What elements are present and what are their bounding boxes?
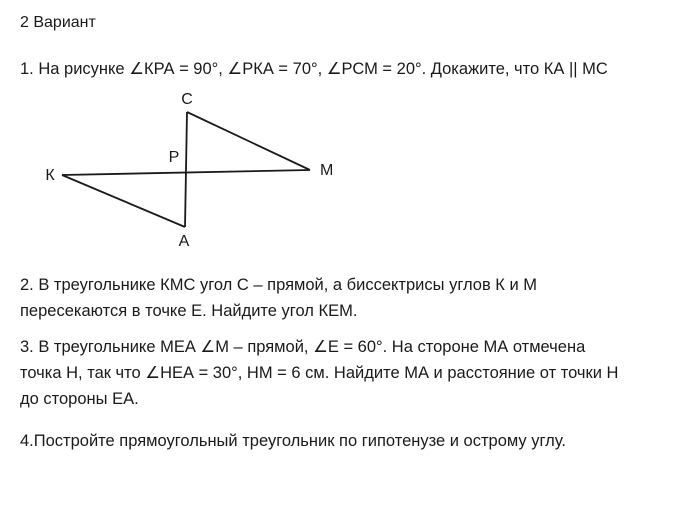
problem-2	[20, 272, 664, 324]
point-label-C: С	[181, 91, 193, 108]
problem-3-line-2: точка Н, так что ∠НЕА = 30°, НМ = 6 см. Найдите МА и расстояние от точки Н	[20, 364, 619, 382]
point-label-M: М	[320, 162, 334, 179]
problem-3	[20, 334, 664, 412]
problem-3-line-1: 3. В треугольнике МЕА ∠М – прямой, ∠Е = 60°. На стороне МА отмечена	[20, 338, 586, 356]
problem-4	[20, 428, 664, 454]
point-label-P: Р	[168, 149, 180, 166]
problem-1	[20, 56, 664, 82]
segment-CM	[187, 112, 310, 170]
problem-2-line-1: 2. В треугольнике КМС угол С – прямой, а биссектрисы углов К и М	[20, 276, 538, 294]
point-label-A: А	[178, 233, 190, 250]
geometry-figure	[20, 88, 365, 258]
problem-2-line-2: пересекаются в точке Е. Найдите угол КЕМ.	[20, 302, 358, 320]
point-label-K: К	[45, 167, 55, 184]
segment-CA	[185, 112, 187, 227]
problem-4-text: 4.Постройте прямоугольный треугольник по гипотенузе и острому углу.	[20, 432, 566, 450]
problem-3-line-3: до стороны ЕА.	[20, 390, 139, 408]
segment-KA	[62, 175, 185, 227]
geometry-figure-svg	[20, 88, 365, 258]
problem-1-text: 1. На рисунке ∠КРА = 90°, ∠РКА = 70°, ∠РСМ = 20°. Докажите, что КА || МС	[20, 60, 608, 78]
variant-title: 2 Вариант	[20, 14, 96, 31]
